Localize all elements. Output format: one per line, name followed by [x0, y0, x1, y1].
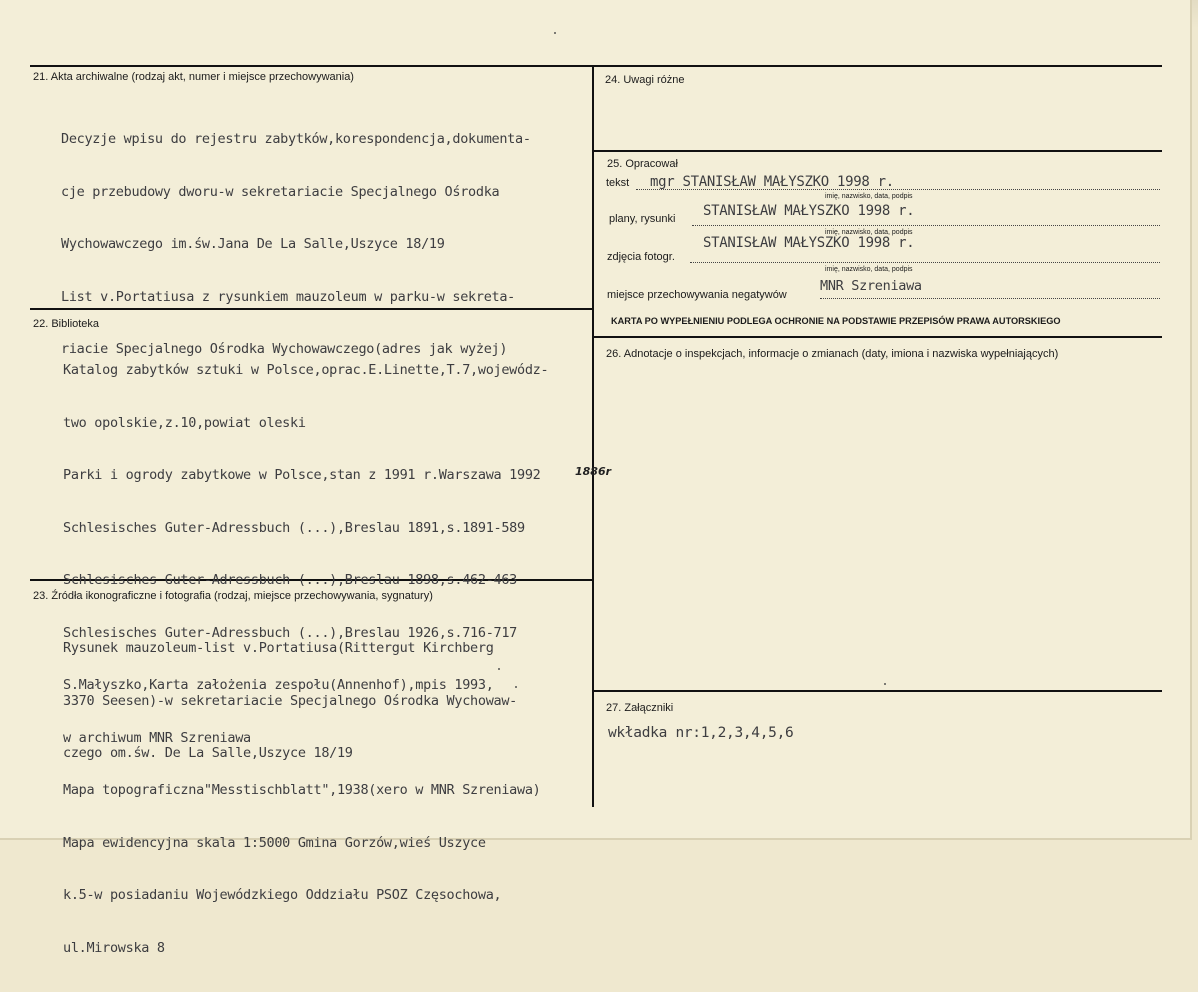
section-21-line: cje przebudowy dworu-w sekretariacie Specjalnego Ośrodka	[61, 183, 500, 200]
section-22-line: S.Małyszko,Karta założenia zespołu(Annenhof),mpis 1993,	[63, 677, 494, 693]
section-27-value: wkładka nr:1,2,3,4,5,6	[608, 725, 794, 741]
section-22-line: k.5-w posiadaniu Wojewódzkiego Oddziału PSOZ Częsochowa,	[63, 887, 502, 903]
section-21-line: Decyzje wpisu do rejestru zabytków,korespondencja,dokumenta-	[61, 131, 531, 147]
section-23-line: czego om.św. De La Salle,Uszyce 18/19	[63, 745, 353, 761]
negatywy-dotted-line	[820, 298, 1160, 299]
rule-24-25	[593, 150, 1162, 152]
section-21-line: Wychowawczego im.św.Jana De La Salle,Uszyce 18/19	[61, 236, 445, 252]
section-22-line: Mapa topograficzna"Messtischblatt",1938(xero w MNR Szreniawa)	[63, 782, 541, 798]
tekst-label: tekst	[606, 177, 630, 189]
section-21-line: List v.Portatiusa z rysunkiem mauzoleum w parku-w sekreta-	[61, 288, 516, 305]
rule-25-26	[593, 336, 1162, 338]
section-22-line: two opolskie,z.10,powiat oleski	[63, 414, 306, 431]
paper-speck	[884, 683, 886, 685]
section-25-label: 25. Opracował	[607, 158, 678, 170]
section-23-line: 3370 Seesen)-w sekretariacie Specjalnego Ośrodka Wychowaw-	[63, 692, 518, 709]
plany-value: STANISŁAW MAŁYSZKO 1998 r.	[703, 203, 915, 219]
section-21-label: 21. Akta archiwalne (rodzaj akt, numer i miejsce przechowywania)	[33, 71, 354, 83]
section-27-label: 27. Załączniki	[606, 702, 674, 714]
tekst-value: mgr STANISŁAW MAŁYSZKO 1998 r.	[650, 174, 894, 190]
zdjecia-dotted-line	[690, 262, 1160, 263]
section-22-line: Schlesisches Guter-Adressbuch (...),Breslau 1898,s.462-463	[63, 572, 518, 588]
section-22-line: Katalog zabytków sztuki w Polsce,oprac.E.Linette,T.7,wojewódz-	[63, 362, 549, 378]
handwritten-year-note: 1886r	[575, 465, 612, 478]
section-22-label: 22. Biblioteka	[33, 318, 100, 330]
zdjecia-caption: imię, nazwisko, data, podpis	[825, 266, 913, 273]
zdjecia-value: STANISŁAW MAŁYSZKO 1998 r.	[703, 235, 915, 251]
rule-26-27	[593, 690, 1162, 692]
plany-label: plany, rysunki	[609, 213, 676, 225]
paper-speck	[498, 668, 500, 670]
section-24-label: 24. Uwagi różne	[605, 74, 685, 86]
center-divider	[592, 65, 594, 807]
paper-speck	[515, 686, 517, 688]
section-22-line: Parki i ogrody zabytkowe w Polsce,stan z 1991 r.Warszawa 1992	[63, 467, 541, 483]
zdjecia-label: zdjęcia fotogr.	[607, 251, 675, 263]
paper-speck	[554, 32, 556, 34]
section-21-line: riacie Specjalnego Ośrodka Wychowawczego(adres jak wyżej)	[61, 341, 508, 357]
plany-caption: imię, nazwisko, data, podpis	[825, 229, 913, 236]
section-23-line: Rysunek mauzoleum-list v.Portatiusa(Rittergut Kirchberg	[63, 640, 494, 656]
tekst-caption: imię, nazwisko, data, podpis	[825, 193, 913, 200]
section-22-line: Schlesisches Guter-Adressbuch (...),Breslau 1891,s.1891-589	[63, 519, 525, 536]
section-22-line: w archiwum MNR Szreniawa	[63, 729, 251, 746]
section-22-line: Schlesisches Guter-Adressbuch (...),Breslau 1926,s.716-717	[63, 624, 518, 641]
top-rule-right	[593, 65, 1162, 67]
plany-dotted-line	[692, 225, 1160, 226]
negatywy-label: miejsce przechowywania negatywów	[607, 289, 787, 301]
top-rule-left	[30, 65, 593, 67]
section-23-label: 23. Źródła ikonograficzne i fotografia (rodzaj, miejsce przechowywania, sygnatury)	[33, 590, 433, 602]
section-23-text	[63, 605, 517, 798]
negatywy-value: MNR Szreniawa	[820, 278, 922, 294]
section-22-line: ul.Mirowska 8	[63, 939, 165, 956]
section-22-line: Mapa ewidencyjna skala 1:5000 Gmina Gorzów,wieś Uszyce	[63, 834, 486, 851]
copyright-notice: KARTA PO WYPEŁNIENIU PODLEGA OCHRONIE NA PODSTAWIE PRZEPISÓW PRAWA AUTORSKIEGO	[611, 316, 1061, 326]
section-26-label: 26. Adnotacje o inspekcjach, informacje o zmianach (daty, imiona i nazwiska wypełniających)	[606, 348, 1059, 360]
